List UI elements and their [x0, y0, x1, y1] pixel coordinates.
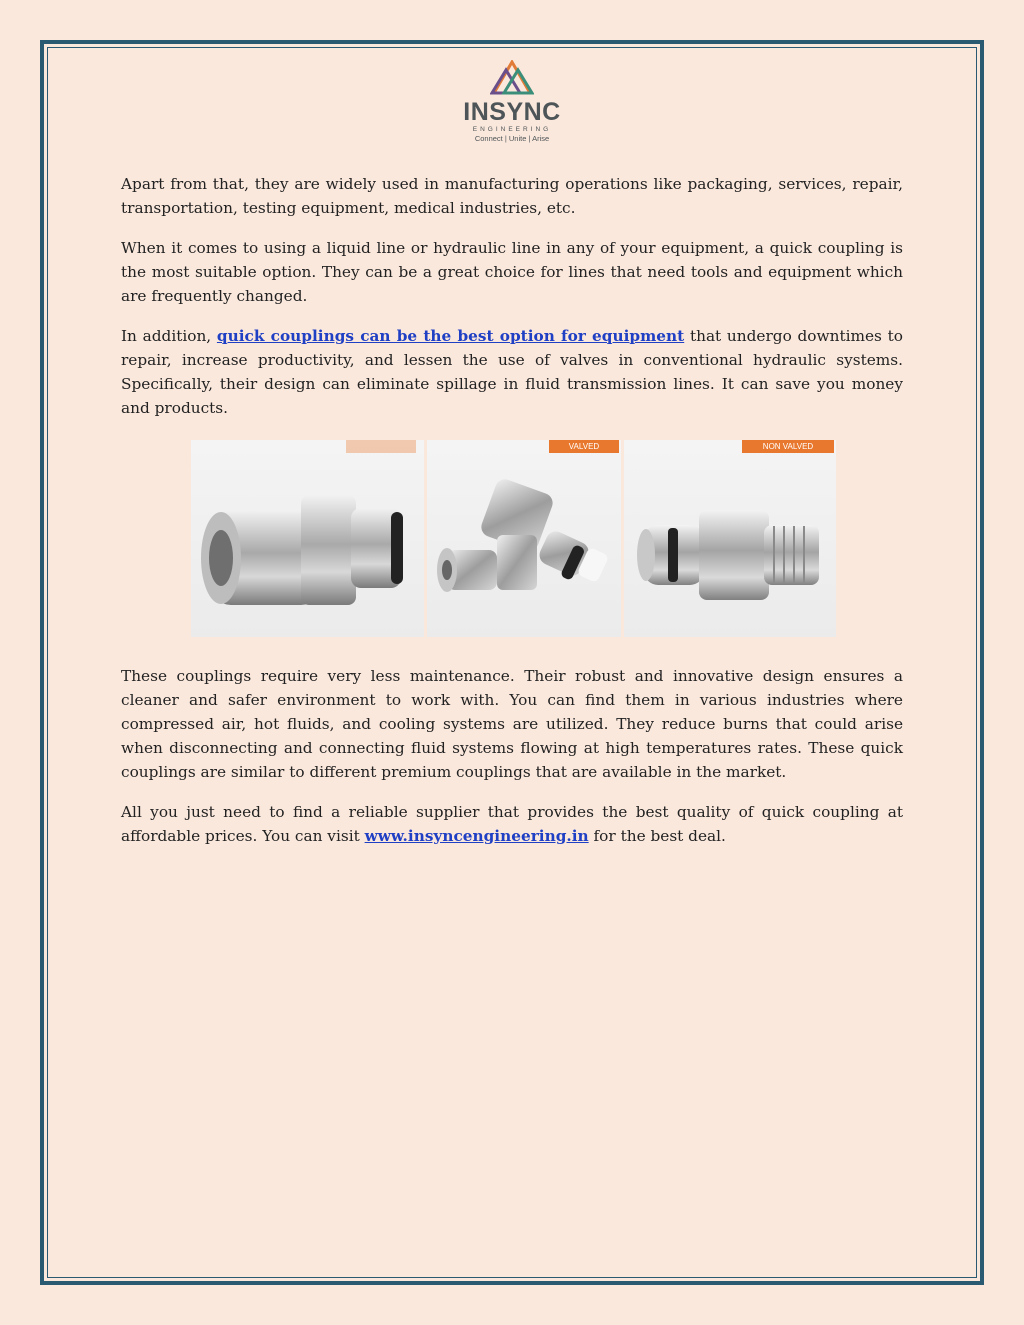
valved-coupling-image	[427, 440, 621, 637]
paragraph-addition-rest: that undergo downtimes to repair, increase productivity, and lessen the use of valves in conventional hydraulic systems. Specifically, their design can eliminate spillage in fluid transmission lines. It can save you money and products.	[121, 327, 903, 417]
valved-tag: VALVED	[549, 440, 619, 453]
quick-couplings-link[interactable]: quick couplings can be the best option for equipment	[216, 327, 685, 345]
paragraph-maintenance: These couplings require very less maintenance. Their robust and innovative design ensures a cleaner and safer environment to work with. You can find them in various industries where compressed air, hot fluids, and cooling systems are utilized. They reduce burns that could arise when disconnecting and connecting fluid systems flowing at high temperatures rates. These quick couplings are similar to different premium couplings that are available in the market.	[121, 667, 903, 781]
paragraph-usage: Apart from that, they are widely used in manufacturing operations like packaging, services, repair, transportation, testing equipment, medical industries, etc.	[121, 175, 903, 217]
non-valved-coupling-image	[624, 440, 836, 637]
website-link[interactable]: www.insyncengineering.in	[364, 827, 589, 845]
paragraph-addition-lead: In addition,	[121, 327, 217, 345]
paragraph-addition	[121, 324, 903, 420]
logo-tagline: Connect | Unite | Arise	[474, 134, 550, 143]
paragraph-supplier-lead: All you just need to find a reliable supplier that provides the best quality of quick coupling at affordable prices. You can visit	[121, 803, 903, 845]
straight-coupling-photo	[191, 440, 424, 637]
non-valved-coupling-photo	[624, 440, 836, 637]
paragraph-supplier-rest: for the best deal.	[588, 827, 726, 845]
paragraph-supplier	[121, 800, 903, 848]
insync-logo	[446, 60, 578, 152]
coupling-photos	[191, 440, 836, 637]
logo-triangles-icon	[490, 60, 534, 96]
paragraph-liquid-line: When it comes to using a liquid line or hydraulic line in any of your equipment, a quick coupling is the most suitable option. They can be a great choice for lines that need tools and equipment which are frequently changed.	[121, 239, 903, 305]
non-valved-tag: NON VALVED	[742, 440, 834, 453]
straight-coupling-image	[191, 440, 424, 637]
valved-coupling-photo	[427, 440, 621, 637]
logo-subtitle: ENGINEERING	[472, 126, 552, 133]
logo-name: INSYNC	[463, 98, 561, 126]
